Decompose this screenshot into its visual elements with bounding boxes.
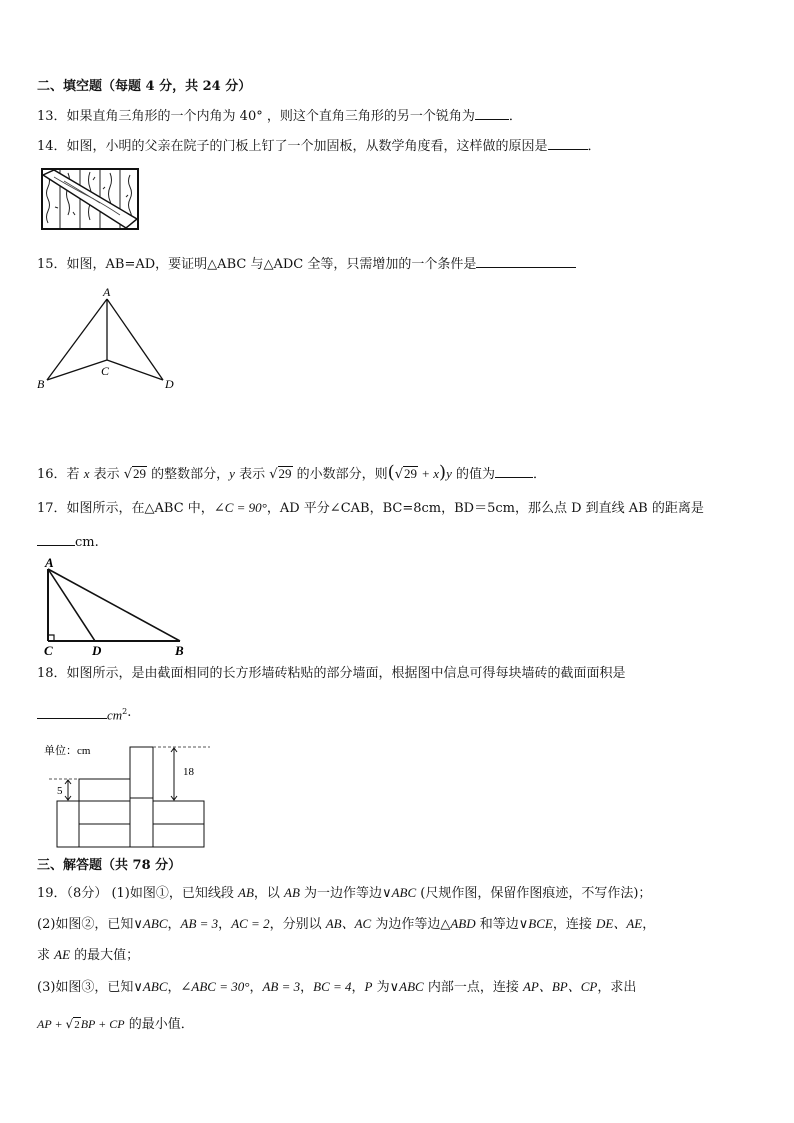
section-title-fill-in: 二、填空题（每题 4 分，共 24 分） xyxy=(37,79,252,94)
dim-18-label: 18 xyxy=(183,766,194,778)
question-18-text: 18．如图所示，是由截面相同的长方形墙砖粘贴的部分墙面，根据图中信息可得每块墙砖的截面面积是 xyxy=(37,666,626,681)
question-18 xyxy=(37,665,626,683)
question-19-part-3: (3)如图③，已知∨ABC，∠ABC = 30°，AB = 3，BC = 4，P 为∨ABC 内部一点，连接 AP、BP、CP，求出 xyxy=(37,979,637,995)
question-17-answer-line: cm. xyxy=(37,531,99,552)
label-D: D xyxy=(165,377,174,391)
question-13-text: 13．如果直角三角形的一个内角为 40° ，则这个直角三角形的另一个锐角为 xyxy=(37,109,475,124)
label-B: B xyxy=(37,377,45,391)
angle-c-90: ∠C = 90° xyxy=(213,500,267,515)
answer-blank-18[interactable] xyxy=(37,704,107,719)
dimension-18 xyxy=(171,748,177,800)
sqrt-29-a: 29 xyxy=(133,466,147,481)
sqrt-29-b: 29 xyxy=(278,466,292,481)
question-15-text: 15．如图，AB=AD，要证明△ABC 与△ADC 全等，只需增加的一个条件是 xyxy=(37,257,477,272)
question-19-part-1: 19．（8分） (1)如图①，已知线段 AB，以 AB 为一边作等边∨ABC (尺规作图，保留作图痕迹，不写作法)； xyxy=(37,885,652,901)
question-18-answer-line: $cm^2\cdot$ xyxy=(37,703,131,725)
answer-blank-13[interactable] xyxy=(475,105,509,120)
question-14: 14．如图，小明的父亲在院子的门板上钉了一个加固板，从数学角度看，这样做的原因是 ． xyxy=(37,135,601,156)
label-C: C xyxy=(44,643,53,658)
label-C: C xyxy=(101,364,110,378)
gate-figure xyxy=(40,167,140,231)
label-B: B xyxy=(175,643,184,658)
dim-5-label: 5 xyxy=(57,785,63,797)
question-19-part-2: (2)如图②，已知∨ABC，AB = 3，AC = 2，分别以 AB、AC 为边作等边△ABD 和等边∨BCE，连接 DE、AE， xyxy=(37,916,656,932)
label-D: D xyxy=(92,643,102,658)
triangle-figure-17 xyxy=(38,556,198,660)
question-15 xyxy=(37,253,576,274)
brick-wall-figure xyxy=(40,740,220,850)
question-16: 16．若 x 表示 √29 的整数部分，y 表示 √29 的小数部分，则(√29 + x)y 的值为 ． xyxy=(37,462,546,483)
unit-label: 单位：cm xyxy=(44,745,91,757)
dimension-5 xyxy=(65,780,71,800)
answer-blank-17[interactable] xyxy=(37,531,75,546)
var-y: y xyxy=(229,466,235,481)
triangle-figure-15 xyxy=(34,284,184,396)
question-17: 17．如图所示，在△ABC 中，∠C = 90°，AD 平分∠CAB，BC=8cm，BD＝5cm，那么点 D 到直线 AB 的距离是 xyxy=(37,500,704,516)
question-19-part-2-cont: 求 AE 的最大值； xyxy=(37,947,140,963)
question-13: 13．如果直角三角形的一个内角为 40° ，则这个直角三角形的另一个锐角为 ． xyxy=(37,105,522,126)
question-14-text: 14．如图，小明的父亲在院子的门板上钉了一个加固板，从数学角度看，这样做的原因是 xyxy=(37,139,548,154)
sqrt-symbol: √ xyxy=(123,467,133,482)
label-A: A xyxy=(103,285,111,299)
section-title-solutions: 三、解答题（共 78 分） xyxy=(37,858,182,873)
var-x: x xyxy=(83,466,90,481)
answer-blank-15[interactable] xyxy=(476,253,576,268)
label-A: A xyxy=(45,555,54,570)
answer-blank-16[interactable] xyxy=(495,463,533,478)
triangle-lines xyxy=(48,569,180,641)
question-19-part-3-cont: AP + √2BP + CP 的最小值． xyxy=(37,1017,194,1032)
bricks xyxy=(57,747,204,847)
sqrt-29-c: 29 xyxy=(403,466,417,481)
answer-blank-14[interactable] xyxy=(548,135,588,150)
